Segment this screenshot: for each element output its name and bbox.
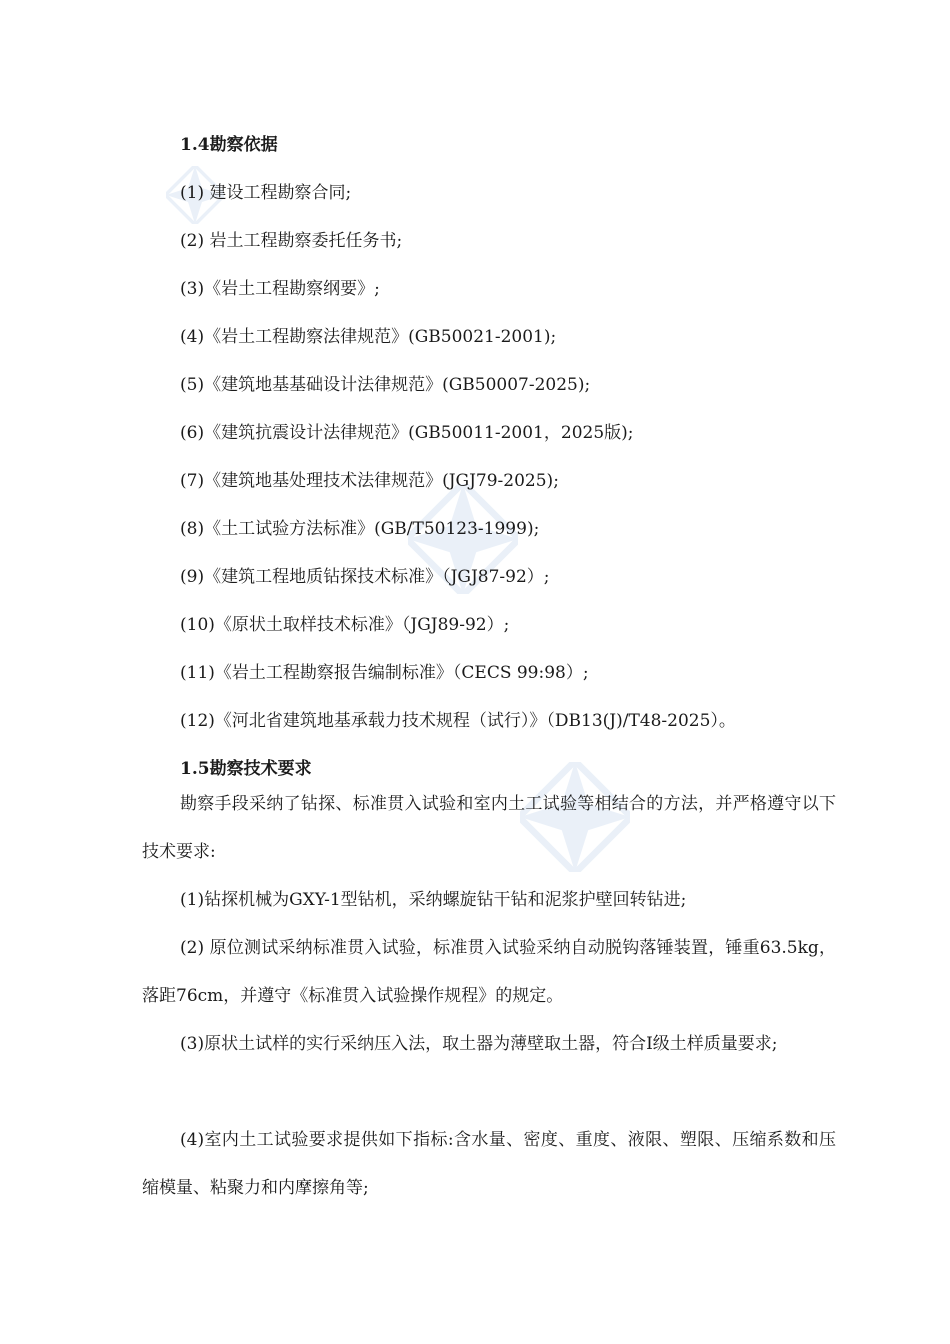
section-heading-1-4: 1.4勘察依据 xyxy=(180,135,278,155)
paragraph: (1)钻探机械为GXY-1型钻机，采纳螺旋钻干钻和泥浆护壁回转钻进; xyxy=(180,890,687,910)
basis-item: (9)《建筑工程地质钻探技术标准》（JGJ87-92）; xyxy=(180,567,550,587)
paragraph: (3)原状土试样的实行采纳压入法，取土器为薄壁取土器，符合Ⅰ级土样质量要求; xyxy=(180,1034,778,1054)
paragraph: 勘察手段采纳了钻探、标准贯入试验和室内土工试验等相结合的方法，并严格遵守以下技术要求: xyxy=(142,794,836,862)
basis-item: (8)《土工试验方法标准》(GB/T50123-1999); xyxy=(180,519,540,539)
basis-item: (5)《建筑地基基础设计法律规范》(GB50007-2025); xyxy=(180,375,591,395)
section-heading-1-5: 1.5勘察技术要求 xyxy=(180,759,312,779)
basis-item: (3)《岩土工程勘察纲要》; xyxy=(180,279,380,299)
basis-item: (11)《岩土工程勘察报告编制标准》（CECS 99:98）; xyxy=(180,663,589,683)
basis-item: (7)《建筑地基处理技术法律规范》(JGJ79-2025); xyxy=(180,471,559,491)
paragraph: (4)室内土工试验要求提供如下指标:含水量、密度、重度、液限、塑限、压缩系数和压缩模量、粘聚力和内摩擦角等; xyxy=(142,1130,836,1198)
basis-item: (2) 岩土工程勘察委托任务书; xyxy=(180,231,403,251)
basis-item: (6)《建筑抗震设计法律规范》(GB50011-2001，2025版); xyxy=(180,423,634,443)
paragraph: (2) 原位测试采纳标准贯入试验，标准贯入试验采纳自动脱钩落锤装置，锤重63.5kg，落距76cm，并遵守《标准贯入试验操作规程》的规定。 xyxy=(142,938,836,1006)
basis-item: (12)《河北省建筑地基承载力技术规程（试行）》（DB13(J)/T48-2025）。 xyxy=(180,711,736,731)
basis-item: (1) 建设工程勘察合同; xyxy=(180,183,352,203)
basis-item: (4)《岩土工程勘察法律规范》(GB50021-2001); xyxy=(180,327,557,347)
basis-item: (10)《原状土取样技术标准》（JGJ89-92）; xyxy=(180,615,510,635)
